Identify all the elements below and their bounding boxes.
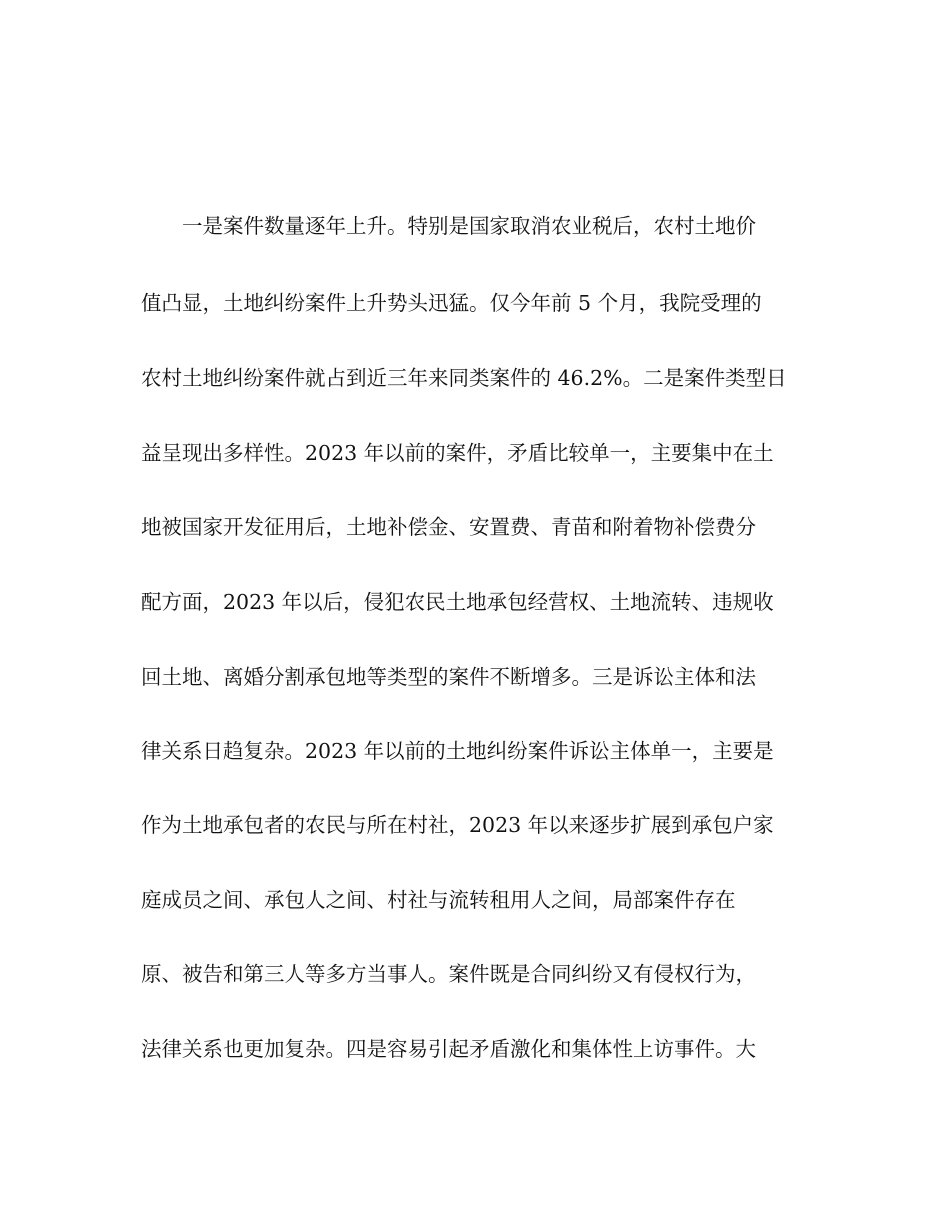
paragraph-line: 益呈现出多样性。2023 年以前的案件，矛盾比较单一，主要集中在土 <box>141 441 774 465</box>
paragraph-line: 回土地、离婚分割承包地等类型的案件不断增多。三是诉讼主体和法 <box>141 665 756 689</box>
paragraph-line: 庭成员之间、承包人之间、村社与流转租用人之间，局部案件存在 <box>141 888 736 912</box>
paragraph-line: 作为土地承包者的农民与所在村社，2023 年以来逐步扩展到承包户家 <box>141 813 774 837</box>
paragraph-line: 原、被告和第三人等多方当事人。案件既是合同纠纷又有侵权行为， <box>141 962 756 986</box>
paragraph-line: 配方面，2023 年以后，侵犯农民土地承包经营权、土地流转、违规收 <box>141 590 774 614</box>
paragraph-line: 法律关系也更加复杂。四是容易引起矛盾激化和集体性上访事件。大 <box>141 1037 756 1061</box>
paragraph-line: 值凸显，土地纠纷案件上升势头迅猛。仅今年前 5 个月，我院受理的 <box>141 291 762 315</box>
paragraph-line: 农村土地纠纷案件就占到近三年来同类案件的 46.2%。二是案件类型日 <box>141 366 787 390</box>
paragraph-line: 律关系日趋复杂。2023 年以前的土地纠纷案件诉讼主体单一，主要是 <box>141 739 774 763</box>
paragraph-line: 地被国家开发征用后，土地补偿金、安置费、青苗和附着物补偿费分 <box>141 515 756 539</box>
paragraph-line: 一是案件数量逐年上升。特别是国家取消农业税后，农村土地价 <box>182 214 756 238</box>
